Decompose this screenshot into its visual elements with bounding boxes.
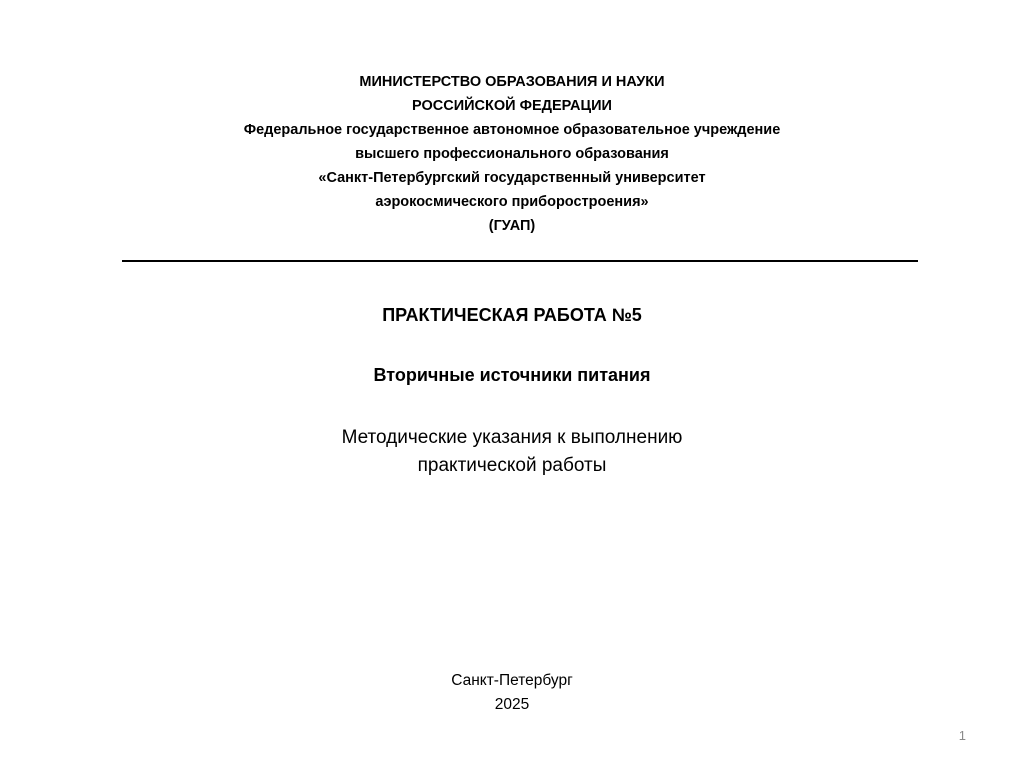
ministry-line-2: РОССИЙСКОЙ ФЕДЕРАЦИИ [412, 98, 612, 114]
work-subtitle: Вторичные источники питания [373, 365, 651, 385]
institution-type-line: Федеральное государственное автономное образовательное учреждение [243, 122, 781, 138]
description-line-1: Методические указания к выполнению [341, 427, 683, 448]
year-label: 2025 [494, 696, 530, 713]
header-divider [122, 260, 918, 262]
work-title: ПРАКТИЧЕСКАЯ РАБОТА №5 [382, 305, 642, 325]
page-number: 1 [958, 728, 966, 743]
education-level-line: высшего профессионального образования [355, 146, 669, 162]
work-description [0, 424, 1024, 480]
ministry-line-1: МИНИСТЕРСТВО ОБРАЗОВАНИЯ И НАУКИ [359, 74, 665, 90]
institution-header [0, 70, 1024, 238]
description-line-2: практической работы [417, 455, 607, 476]
university-abbreviation: (ГУАП) [488, 218, 536, 234]
university-name-line-1: «Санкт-Петербургский государственный университет [318, 170, 706, 186]
city-label: Санкт-Петербург [451, 672, 573, 689]
university-name-line-2: аэрокосмического приборостроения» [375, 194, 649, 210]
